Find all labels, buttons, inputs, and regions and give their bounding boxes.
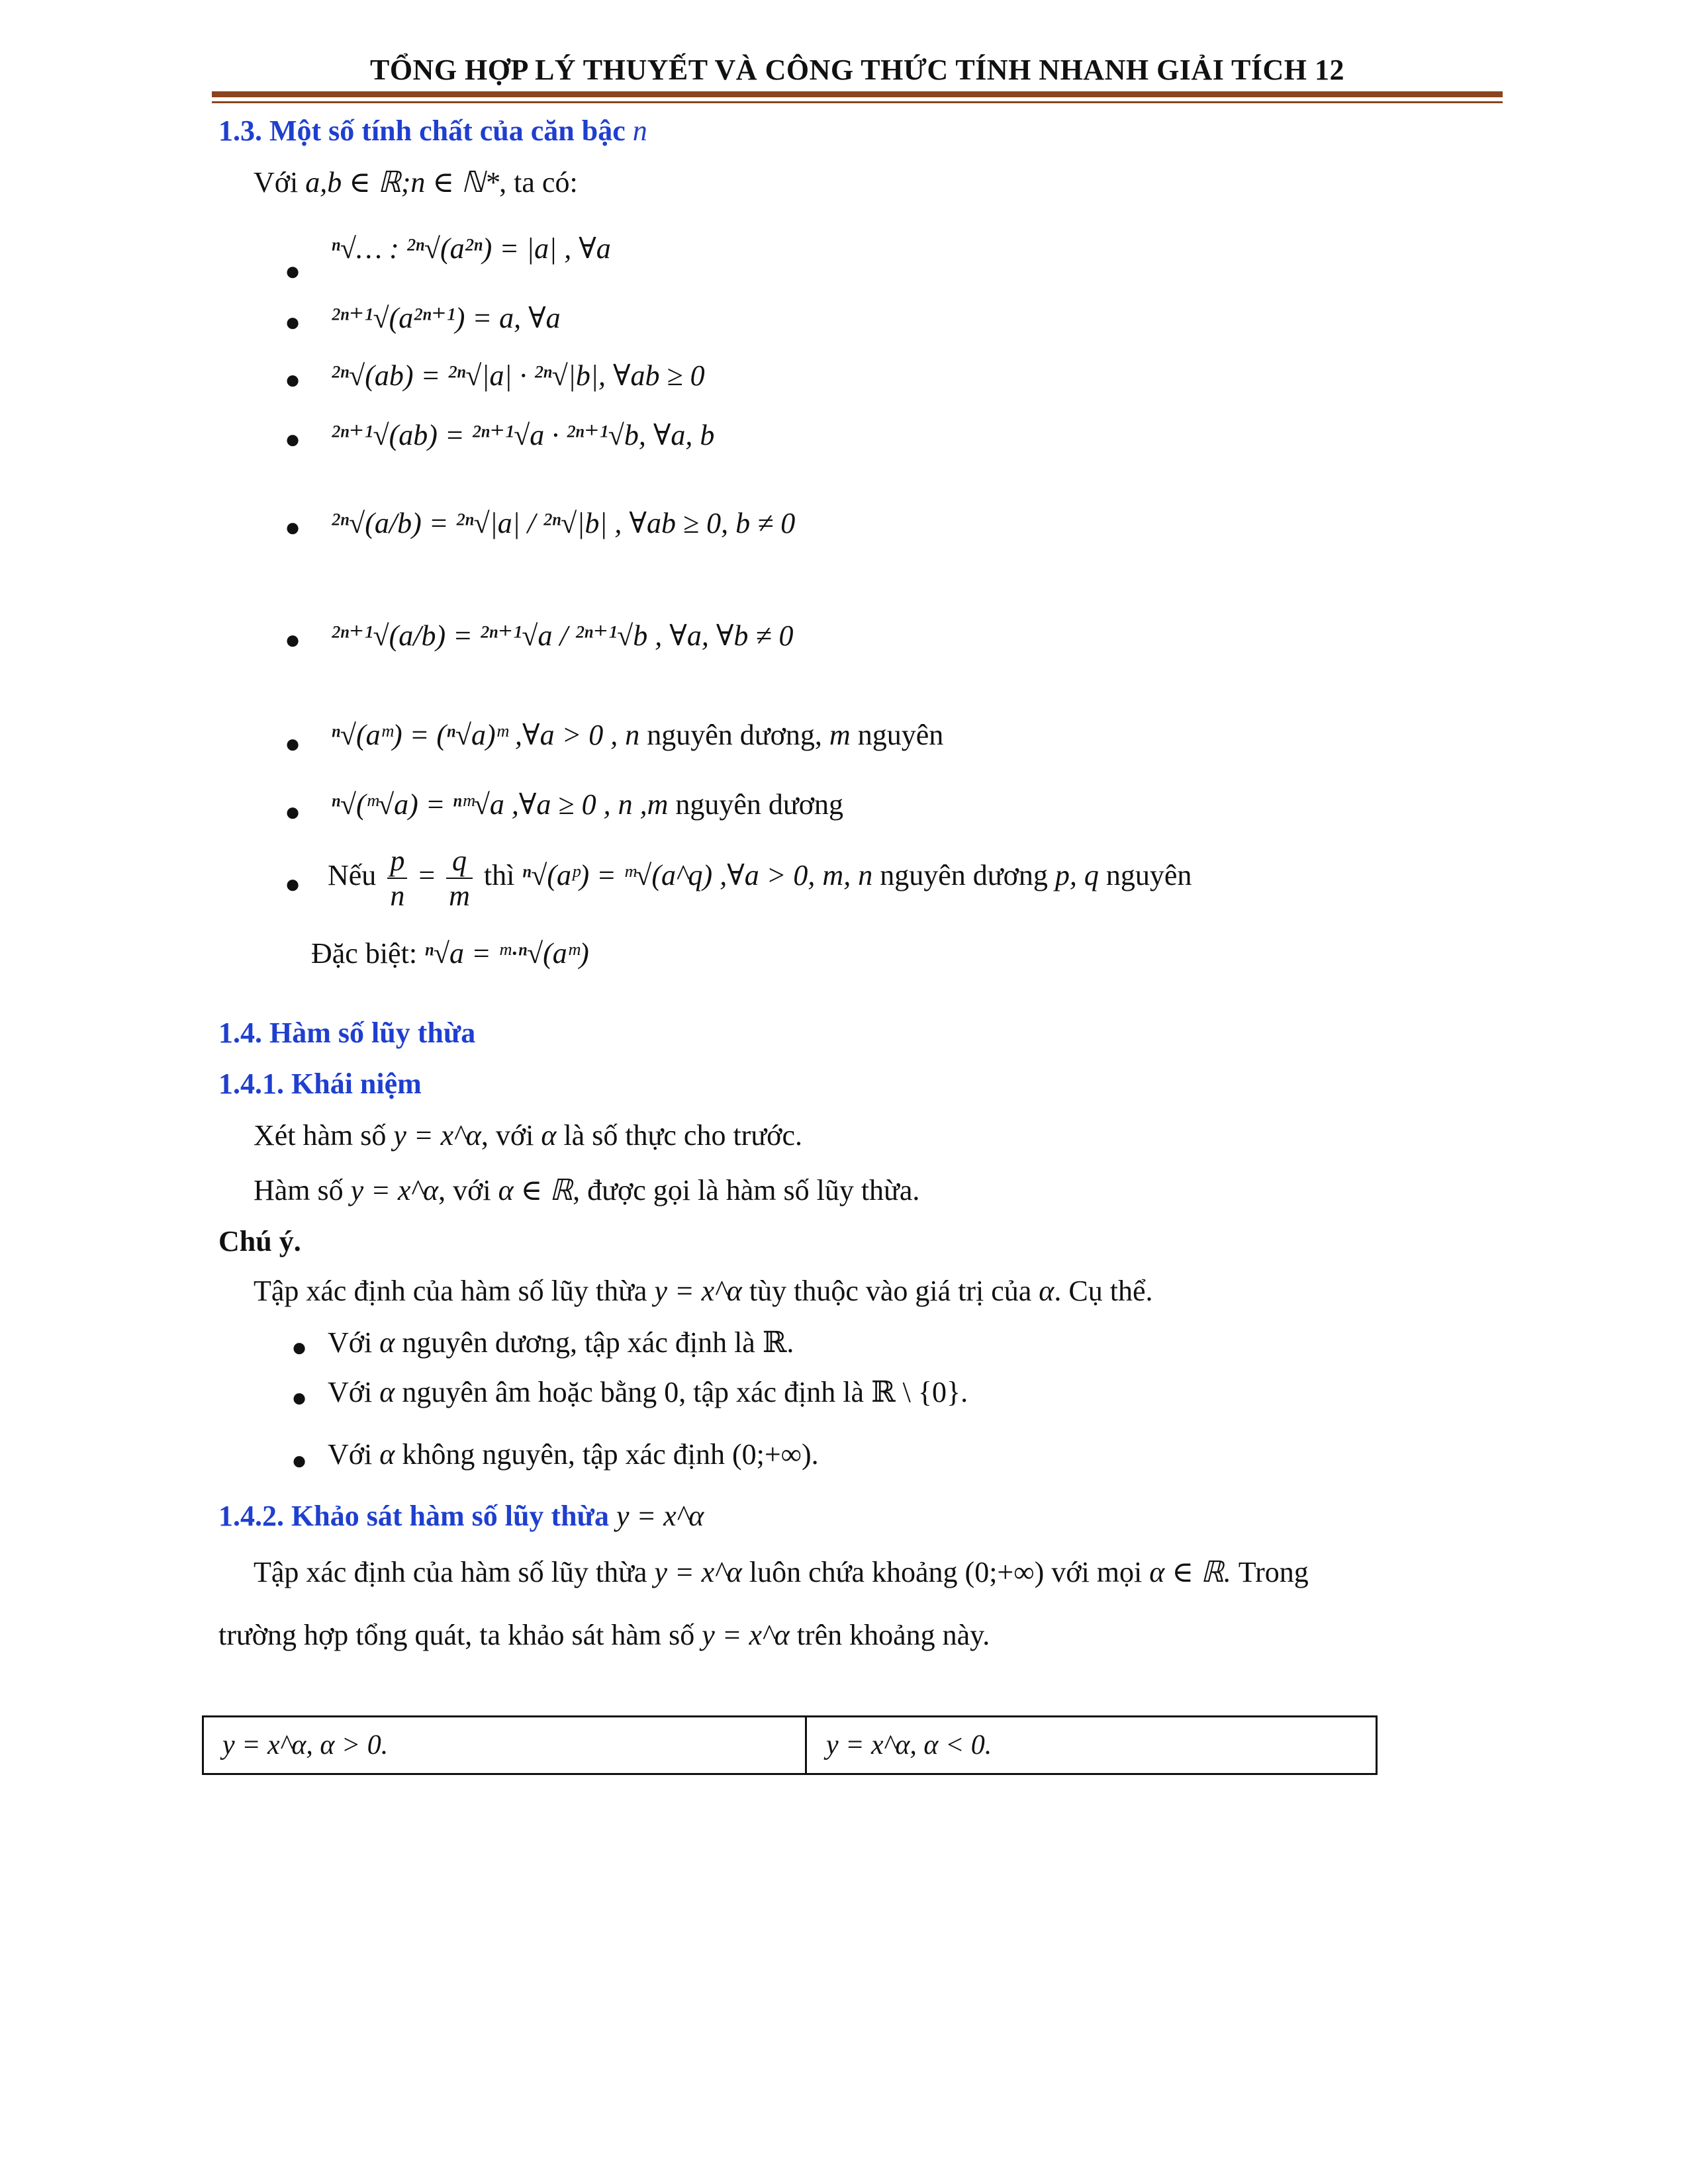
table-divider (805, 1717, 807, 1773)
property-bullet: ● (285, 797, 301, 827)
property-6: ²ⁿ⁺¹√(a/b) = ²ⁿ⁺¹√a / ²ⁿ⁺¹√b , ∀a, ∀b ≠ 0 (331, 619, 794, 652)
case-3: Với α không nguyên, tập xác định (0;+∞). (328, 1438, 819, 1471)
section-1-4-heading: 1.4. Hàm số lũy thừa (218, 1017, 476, 1049)
property-bullet: ● (285, 256, 301, 286)
section-1-3-heading: 1.3. Một số tính chất của căn bậc n (218, 114, 647, 147)
paragraph-line-1: Tập xác định của hàm số lũy thừa y = x^α luôn chứa khoảng (0;+∞) với mọi α ∈ ℝ. Trong (254, 1556, 1309, 1588)
paragraph-line-2: trường hợp tổng quát, ta khảo sát hàm số y = x^α trên khoảng này. (218, 1619, 990, 1651)
section-1-3-intro: Với a,b ∈ ℝ;n ∈ ℕ*, ta có: (254, 166, 578, 199)
table-cell-alpha-positive: y = x^α, α > 0. (222, 1730, 389, 1760)
case-bullet: ● (291, 1383, 308, 1412)
property-2: ²ⁿ⁺¹√(a²ⁿ⁺¹) = a, ∀a (331, 302, 561, 334)
property-bullet: ● (285, 365, 301, 394)
special-case: Đặc biệt: ⁿ√a = ᵐ·ⁿ√(aᵐ) (311, 937, 589, 970)
case-bullet: ● (291, 1445, 308, 1475)
case-bullet: ● (291, 1332, 308, 1362)
case-1: Với α nguyên dương, tập xác định là ℝ. (328, 1326, 794, 1359)
note-text: Tập xác định của hàm số lũy thừa y = x^α tùy thuộc vào giá trị của α. Cụ thể. (254, 1275, 1153, 1307)
definition-line-1: Xét hàm số y = x^α, với α là số thực cho trước. (254, 1119, 802, 1152)
property-bullet: ● (285, 729, 301, 758)
property-8: ⁿ√(ᵐ√a) = ⁿᵐ√a ,∀a ≥ 0 , n ,m nguyên dương (331, 788, 843, 821)
property-bullet: ● (285, 424, 301, 454)
table-cell-alpha-negative: y = x^α, α < 0. (826, 1730, 992, 1760)
section-1-4-1-heading: 1.4.1. Khái niệm (218, 1068, 422, 1100)
property-7: ⁿ√(aᵐ) = (ⁿ√a)ᵐ ,∀a > 0 , n nguyên dương, m nguyên (331, 719, 944, 751)
header-rule-thin (212, 101, 1503, 103)
property-5: ²ⁿ√(a/b) = ²ⁿ√|a| / ²ⁿ√|b| , ∀ab ≥ 0, b ≠ 0 (331, 507, 796, 539)
property-9: Nếu $\frac{p}{n}$ = $\frac{q}{m}$ thì ⁿ√(aᵖ) = ᵐ√(a^q) ,∀a > 0, m, n nguyên dương p, q nguyên (328, 844, 1192, 912)
property-1: ⁿ√… : ²ⁿ√(a²ⁿ) = |a| , ∀a (331, 232, 611, 265)
property-bullet: ● (285, 307, 301, 337)
property-bullet: ● (285, 512, 301, 542)
section-1-4-2-heading: 1.4.2. Khảo sát hàm số lũy thừa y = x^α (218, 1500, 704, 1532)
header-rule-thick (212, 91, 1503, 97)
note-label: Chú ý. (218, 1225, 301, 1257)
property-3: ²ⁿ√(ab) = ²ⁿ√|a| · ²ⁿ√|b|, ∀ab ≥ 0 (331, 359, 705, 392)
property-4: ²ⁿ⁺¹√(ab) = ²ⁿ⁺¹√a · ²ⁿ⁺¹√b, ∀a, b (331, 419, 715, 451)
property-bullet: ● (285, 625, 301, 655)
page-header: TỔNG HỢP LÝ THUYẾT VÀ CÔNG THỨC TÍNH NHANH GIẢI TÍCH 12 (369, 54, 1345, 86)
definition-line-2: Hàm số y = x^α, với α ∈ ℝ, được gọi là hàm số lũy thừa. (254, 1174, 920, 1206)
comparison-table (202, 1715, 1378, 1775)
case-2: Với α nguyên âm hoặc bằng 0, tập xác định là ℝ \ {0}. (328, 1376, 968, 1408)
property-bullet: ● (285, 869, 301, 899)
